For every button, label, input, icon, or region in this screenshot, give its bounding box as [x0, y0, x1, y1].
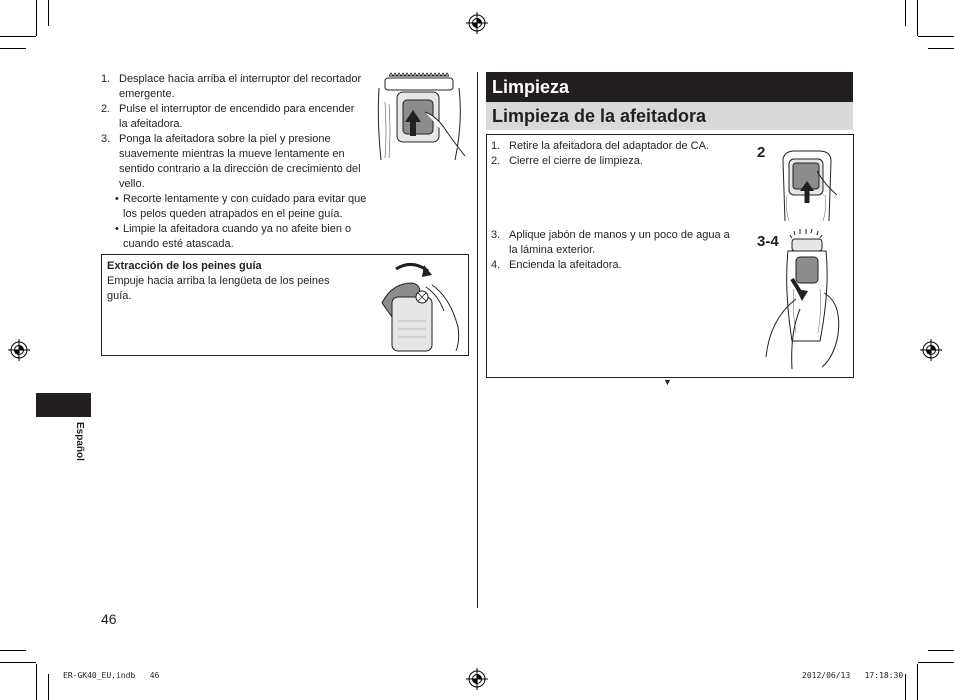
left-bullets-list: [101, 192, 371, 252]
trimmer-illustration: [375, 72, 467, 164]
cleaning-step-1: 1. Retire la afeitadora del adaptador de CA.: [491, 140, 709, 152]
footer-date-info: 2012/06/13 17:18:30: [802, 671, 904, 680]
shaver-soap-water-illustration: [762, 229, 852, 371]
guide-comb-box-title: Extracción de los peines guía: [107, 260, 262, 272]
cleaning-step-2: 2. Cierre el cierre de limpieza.: [491, 155, 643, 167]
cleaning-steps-box: [486, 134, 854, 378]
registration-mark-bottom: [466, 668, 488, 690]
cleaning-steps-b: [491, 228, 736, 273]
cleaning-step-3-text: Aplique jabón de manos y un poco de agua a la lámina exterior.: [509, 229, 730, 256]
left-steps-list: [101, 72, 366, 192]
registration-mark-right: [920, 339, 942, 361]
shaver-close-cleaning-illustration: [777, 145, 837, 223]
cleaning-step-4-text: Encienda la afeitadora.: [509, 259, 622, 271]
section-subheading: Limpieza de la afeitadora: [486, 102, 853, 130]
registration-mark-top: [466, 12, 488, 34]
cleaning-step-4: 4. Encienda la afeitadora.: [491, 259, 622, 271]
language-tab-label: Español: [74, 422, 85, 461]
registration-mark-left: [8, 339, 30, 361]
cleaning-steps-a: [491, 139, 741, 169]
continue-arrow: ▼: [663, 377, 672, 387]
left-step-2: 2. Pulse el interruptor de encendido para encender la afeitadora.: [101, 103, 355, 130]
page-number: 46: [101, 611, 117, 627]
left-step-3-text: Ponga la afeitadora sobre la piel y presione suavemente mientras la mueve lentamente en sentido contrario a la dirección de crecimiento del vello.: [119, 133, 361, 190]
left-step-2-text: Pulse el interruptor de encendido para encender la afeitadora.: [119, 103, 355, 130]
guide-comb-removal-box: [101, 254, 469, 356]
left-step-3: 3. Ponga la afeitadora sobre la piel y presione suavemente mientras la mueve lentamente en sentido contrario a la dirección de crecimiento del vello.: [101, 133, 361, 190]
column-divider: [477, 72, 478, 608]
cleaning-step-1-text: Retire la afeitadora del adaptador de CA.: [509, 140, 709, 152]
section-heading: Limpieza: [486, 72, 853, 102]
cleaning-step-2-text: Cierre el cierre de limpieza.: [509, 155, 643, 167]
left-bullet-1: • Recorte lentamente y con cuidado para evitar que los pelos queden atrapados en el peine guía.: [101, 192, 371, 222]
left-bullet-2: • Limpie la afeitadora cuando ya no afeite bien o cuando esté atascada.: [101, 222, 371, 252]
figure-label-3-4: 3-4: [757, 233, 779, 250]
left-step-1-text: Desplace hacia arriba el interruptor del recortador emergente.: [119, 73, 362, 100]
footer-file-info: ER-GK40_EU.indb 46: [63, 671, 160, 680]
language-tab-block: [36, 393, 91, 417]
left-step-1: 1. Desplace hacia arriba el interruptor del recortador emergente.: [101, 73, 362, 100]
guide-comb-illustration: [378, 257, 464, 353]
figure-label-2: 2: [757, 144, 766, 161]
cleaning-step-3: 3. Aplique jabón de manos y un poco de agua a la lámina exterior.: [491, 229, 730, 256]
guide-comb-box-text: Empuje hacia arriba la lengüeta de los peines guía.: [107, 275, 330, 302]
